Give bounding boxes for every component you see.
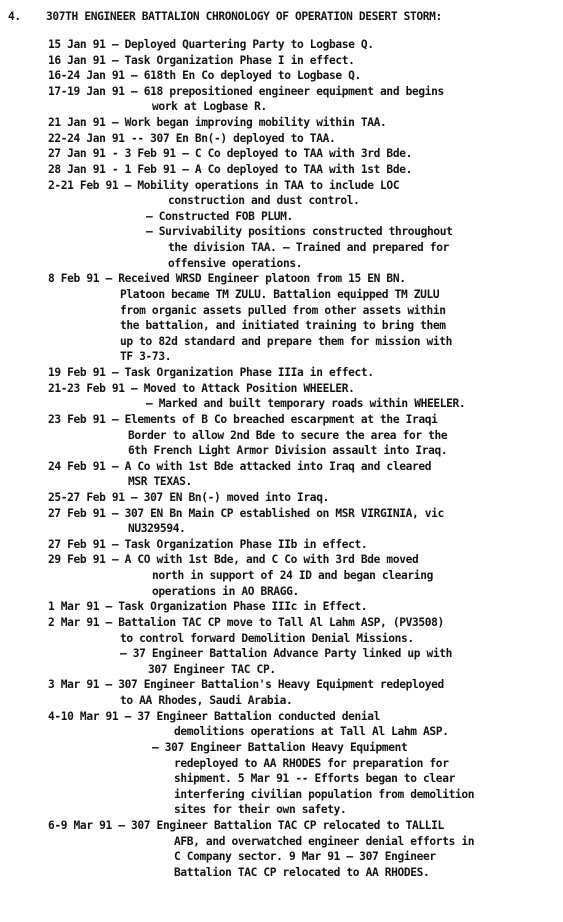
- chronology-line-text: 22-24 Jan 91 -- 307 En Bn(-) deployed to TAA.: [48, 131, 336, 145]
- chronology-line-text: 19 Feb 91 — Task Organization Phase IIIa in effect.: [48, 366, 374, 380]
- chronology-line-text: 23 Feb 91 — Elements of B Co breached escarpment at the Iraqi: [48, 412, 438, 426]
- chronology-line: [0, 474, 563, 490]
- chronology-line-text: shipment. 5 Mar 91 -- Efforts began to clear: [174, 772, 455, 786]
- chronology-line: [0, 209, 563, 225]
- chronology-line-text: NU329594.: [128, 522, 186, 536]
- chronology-line-text: Border to allow 2nd Bde to secure the area for the: [128, 428, 448, 442]
- chronology-line: [0, 584, 563, 600]
- chronology-line: [0, 552, 563, 568]
- chronology-line: [0, 224, 563, 240]
- document-title: 307TH ENGINEER BATTALION CHRONOLOGY OF OPERATION DESERT STORM:: [46, 10, 442, 23]
- chronology-line: [0, 802, 563, 818]
- chronology-line-text: construction and dust control.: [168, 194, 360, 208]
- chronology-line: [0, 115, 563, 131]
- chronology-line: [0, 412, 563, 428]
- chronology-line: [0, 146, 563, 162]
- chronology-line: [0, 615, 563, 631]
- chronology-line-text: 17-19 Jan 91 — 618 prepositioned engineer equipment and begins: [48, 84, 444, 98]
- chronology-line-text: 16-24 Jan 91 — 618th En Co deployed to Logbase Q.: [48, 69, 361, 83]
- chronology-line-text: — Survivability positions constructed throughout: [146, 225, 453, 239]
- chronology-line: [0, 506, 563, 522]
- chronology-line: [0, 740, 563, 756]
- chronology-line-text: C Company sector. 9 Mar 91 — 307 Engineer: [174, 850, 436, 864]
- chronology-line: [0, 37, 563, 53]
- chronology-line-text: AFB, and overwatched engineer denial efforts in: [174, 834, 475, 848]
- chronology-line: [0, 193, 563, 209]
- chronology-line-text: 21 Jan 91 — Work began improving mobility within TAA.: [48, 116, 387, 130]
- chronology-line: [0, 521, 563, 537]
- chronology-line: [0, 631, 563, 647]
- chronology-line: [0, 849, 563, 865]
- chronology-line-text: 28 Jan 91 - 1 Feb 91 — A Co deployed to TAA with 1st Bde.: [48, 162, 412, 176]
- chronology-line-text: 8 Feb 91 — Received WRSD Engineer platoon from 15 EN BN.: [48, 272, 406, 286]
- chronology-line-text: 307 Engineer TAC CP.: [148, 662, 276, 676]
- chronology-line-text: from organic assets pulled from other assets within: [120, 303, 446, 317]
- chronology-line-text: 15 Jan 91 — Deployed Quartering Party to Logbase Q.: [48, 38, 374, 51]
- chronology-line-text: 3 Mar 91 — 307 Engineer Battalion's Heavy Equipment redeployed: [48, 678, 444, 692]
- chronology-line-text: sites for their own safety.: [174, 803, 347, 817]
- chronology-line-text: Platoon became TM ZULU. Battalion equipped TM ZULU: [120, 287, 440, 301]
- chronology-line: [0, 709, 563, 725]
- chronology-line-text: 6th French Light Armor Division assault into Iraq.: [128, 444, 448, 458]
- chronology-line-text: Battalion TAC CP relocated to AA RHODES.: [174, 865, 430, 879]
- chronology-line-text: TF 3-73.: [120, 350, 172, 364]
- chronology-line: [0, 287, 563, 303]
- chronology-line-text: 27 Feb 91 — 307 EN Bn Main CP established on MSR VIRGINIA, vic: [48, 506, 444, 520]
- chronology-line-text: 25-27 Feb 91 — 307 EN Bn(-) moved into Iraq.: [48, 490, 329, 504]
- chronology-line: [0, 84, 563, 100]
- chronology-line-text: MSR TEXAS.: [128, 475, 192, 489]
- chronology-line-text: — Constructed FOB PLUM.: [146, 209, 293, 223]
- chronology-line: [0, 349, 563, 365]
- chronology-line-text: 29 Feb 91 — A CO with 1st Bde, and C Co with 3rd Bde moved: [48, 553, 419, 567]
- chronology-line: [0, 381, 563, 397]
- chronology-line: [0, 568, 563, 584]
- chronology-line-text: work at Logbase R.: [152, 100, 267, 114]
- section-number: 4.: [8, 10, 21, 23]
- chronology-line-text: — 307 Engineer Battalion Heavy Equipment: [152, 740, 408, 754]
- chronology-line-text: the division TAA. — Trained and prepared for: [168, 241, 449, 255]
- chronology-line: [0, 162, 563, 178]
- chronology-line: [0, 256, 563, 272]
- chronology-line-text: to control forward Demolition Denial Missions.: [120, 631, 414, 645]
- chronology-line-text: 24 Feb 91 — A Co with 1st Bde attacked into Iraq and cleared: [48, 459, 432, 473]
- chronology-line-text: — Marked and built temporary roads within WHEELER.: [146, 397, 466, 411]
- chronology-line-text: 16 Jan 91 — Task Organization Phase I in effect.: [48, 53, 355, 67]
- chronology-line-text: 27 Jan 91 - 3 Feb 91 — C Co deployed to TAA with 3rd Bde.: [48, 147, 412, 161]
- chronology-line-text: 4-10 Mar 91 — 37 Engineer Battalion conducted denial: [48, 709, 381, 723]
- chronology-line: [0, 271, 563, 287]
- chronology-line-text: 2 Mar 91 — Battalion TAC CP move to Tall Al Lahm ASP, (PV3508): [48, 615, 444, 629]
- chronology-line-text: 27 Feb 91 — Task Organization Phase IIb in effect.: [48, 537, 368, 551]
- chronology-line: [0, 443, 563, 459]
- chronology-line: [0, 865, 563, 881]
- chronology-line: [0, 677, 563, 693]
- chronology-line: [0, 396, 563, 412]
- chronology-line: [0, 99, 563, 115]
- chronology-line: [0, 599, 563, 615]
- chronology-line-text: redeployed to AA RHODES for preparation for: [174, 756, 449, 770]
- chronology-line: [0, 537, 563, 553]
- chronology-line: [0, 318, 563, 334]
- chronology-line-text: interfering civilian population from demolition: [174, 787, 475, 801]
- document-heading: [0, 9, 563, 25]
- chronology-line: [0, 178, 563, 194]
- chronology-line-text: 1 Mar 91 — Task Organization Phase IIIc in Effect.: [48, 600, 368, 614]
- chronology-line: [0, 756, 563, 772]
- chronology-line-text: offensive operations.: [168, 256, 303, 270]
- chronology-line-text: the battalion, and initiated training to bring them: [120, 319, 446, 333]
- chronology-line: [0, 68, 563, 84]
- chronology-line-text: north in support of 24 ID and began clearing: [152, 569, 433, 583]
- chronology-line: [0, 724, 563, 740]
- chronology-line: [0, 834, 563, 850]
- chronology-line: [0, 365, 563, 381]
- chronology-line: [0, 818, 563, 834]
- chronology-line: [0, 53, 563, 69]
- chronology-line-text: to AA Rhodes, Saudi Arabia.: [120, 694, 293, 708]
- chronology-line: [0, 303, 563, 319]
- chronology-line: [0, 693, 563, 709]
- chronology-line-text: 6-9 Mar 91 — 307 Engineer Battalion TAC CP relocated to TALLIL: [48, 819, 444, 832]
- chronology-line-text: operations in AO BRAGG.: [152, 584, 299, 598]
- chronology-line-text: 2-21 Feb 91 — Mobility operations in TAA to include LOC: [48, 178, 400, 192]
- chronology-line: [0, 334, 563, 350]
- chronology-line-text: up to 82d standard and prepare them for mission with: [120, 334, 453, 348]
- chronology-line-text: 21-23 Feb 91 — Moved to Attack Position WHEELER.: [48, 381, 355, 395]
- chronology-line: [0, 428, 563, 444]
- chronology-line: [0, 490, 563, 506]
- chronology-line-text: demolitions operations at Tall Al Lahm ASP.: [174, 725, 449, 739]
- chronology-line: [0, 771, 563, 787]
- chronology-line: [0, 459, 563, 475]
- chronology-line: [0, 787, 563, 803]
- chronology-line-text: — 37 Engineer Battalion Advance Party linked up with: [120, 647, 453, 661]
- chronology-line: [0, 646, 563, 662]
- chronology-line: [0, 131, 563, 147]
- chronology-line: [0, 240, 563, 256]
- chronology-line: [0, 662, 563, 678]
